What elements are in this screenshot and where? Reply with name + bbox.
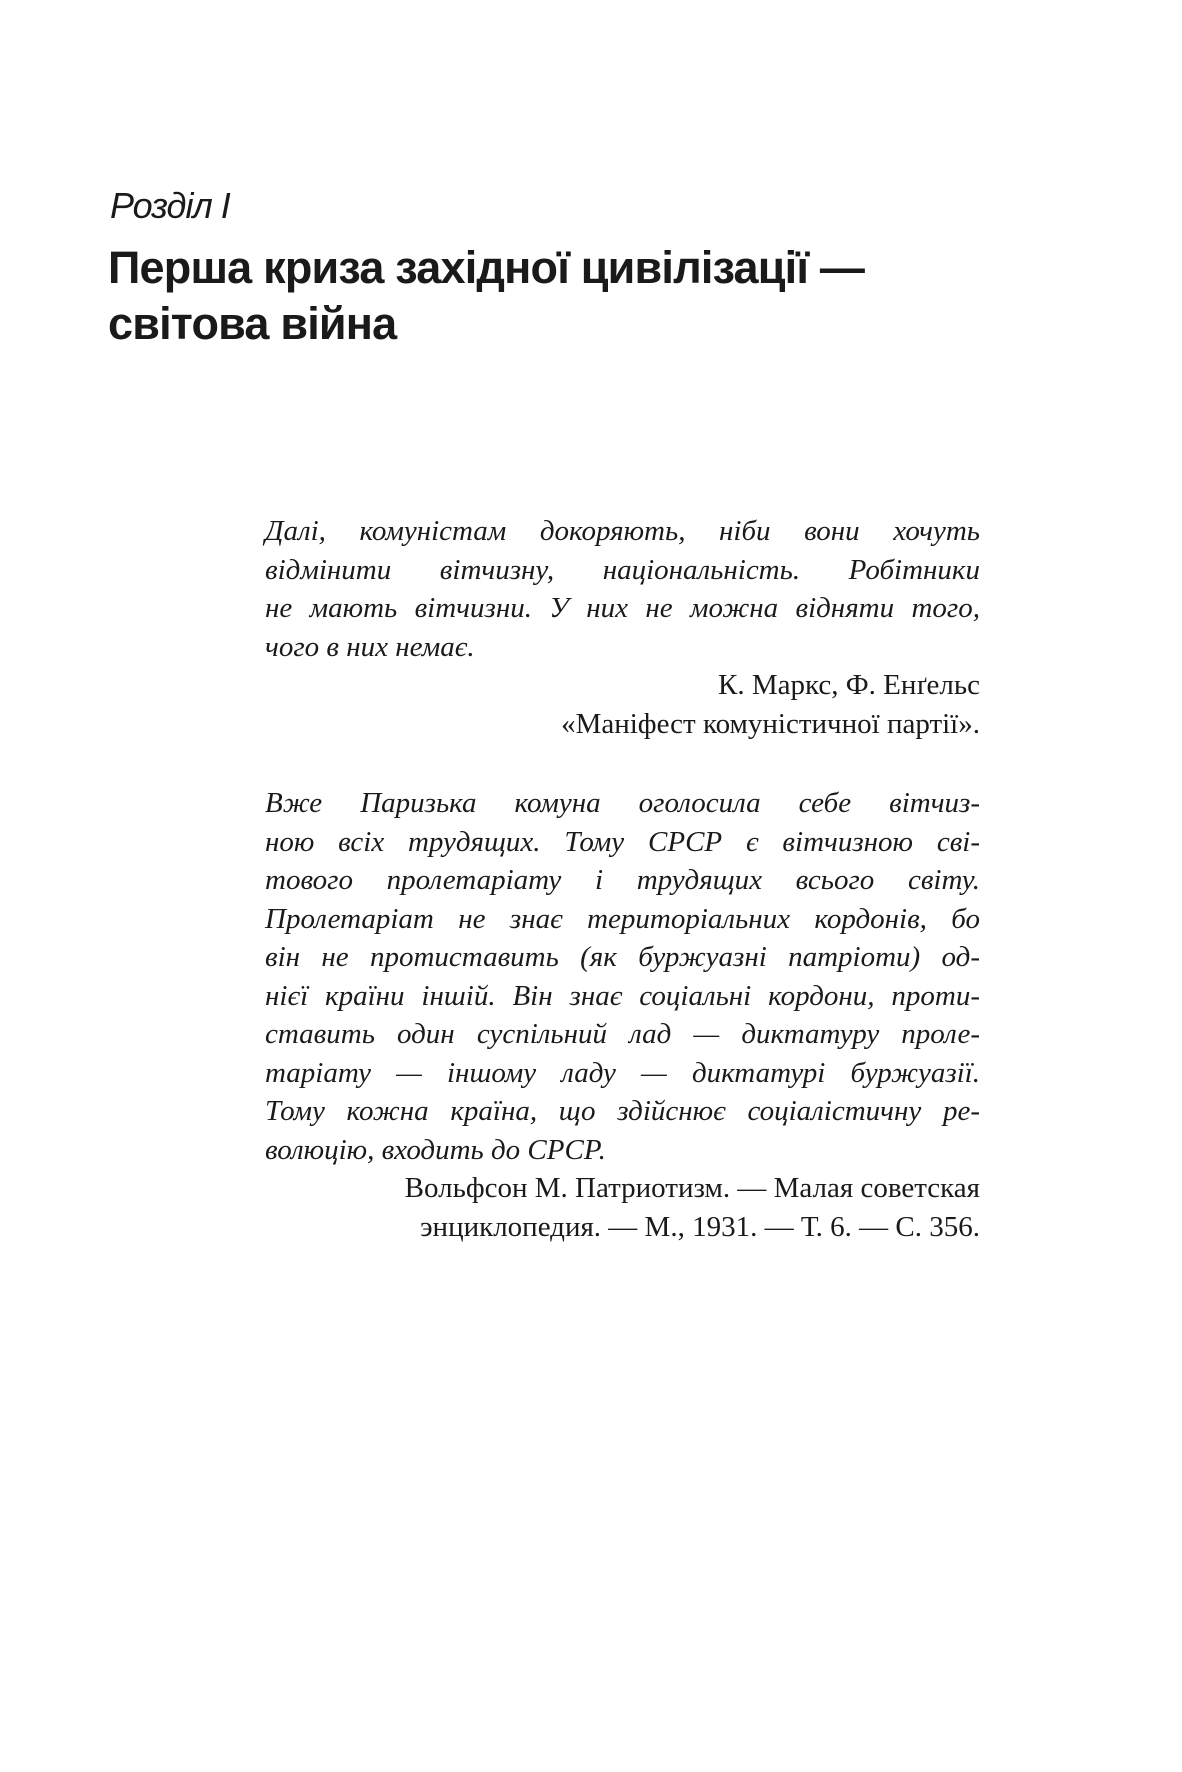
epigraph-quote — [265, 784, 980, 1169]
quote-line: не мають вітчизни. У них не можна відняти того, — [265, 592, 980, 624]
quote-line: Тому кожна країна, що здійснює соціалістичну ре- — [265, 1095, 980, 1127]
quote-line: відмінити вітчизну, національність. Робітники — [265, 553, 980, 586]
attribution-line: К. Маркс, Ф. Енґельс — [717, 669, 980, 701]
quote-line: чого в них немає. — [265, 630, 475, 663]
quote-line: Пролетаріат не знає територіальних кордонів, бо — [265, 902, 980, 935]
quote-line: Вже Паризька комуна оголосила себе вітчиз- — [265, 787, 980, 819]
attribution-line: «Маніфест комуністичної партії». — [561, 707, 980, 740]
quote-line: волюцію, входить до СРСР. — [265, 1133, 606, 1166]
epigraph-attribution — [265, 1169, 980, 1246]
chapter-label: Розділ І — [110, 185, 230, 226]
chapter-title-line: світова війна — [108, 298, 397, 349]
quote-line: ною всіх трудящих. Тому СРСР є вітчизною сві- — [265, 825, 980, 858]
quote-line: тового пролетаріату і трудящих всього світу. — [265, 864, 980, 896]
quote-line: Далі, комуністам докоряють, ніби вони хочуть — [265, 515, 980, 547]
quote-line: нієї країни іншій. Він знає соціальні кордони, проти- — [265, 979, 980, 1012]
quote-line: він не протиставить (як буржуазні патріоти) од- — [265, 941, 980, 973]
attribution-line: Вольфсон М. Патриотизм. — Малая советская — [404, 1172, 980, 1204]
chapter-title-line: Перша криза західної цивілізації — — [108, 242, 865, 293]
quote-line: ставить один суспільний лад — диктатуру проле- — [265, 1018, 980, 1050]
quote-line: таріату — іншому ладу — диктатурі буржуазії. — [265, 1056, 980, 1089]
chapter-title — [108, 240, 1008, 352]
epigraph-marx-engels — [265, 512, 980, 743]
epigraph-wolfson — [265, 784, 980, 1246]
epigraph-quote — [265, 512, 980, 666]
epigraph-attribution — [265, 666, 980, 743]
attribution-line: энциклопедия. — М., 1931. — Т. 6. — С. 356. — [420, 1210, 980, 1243]
